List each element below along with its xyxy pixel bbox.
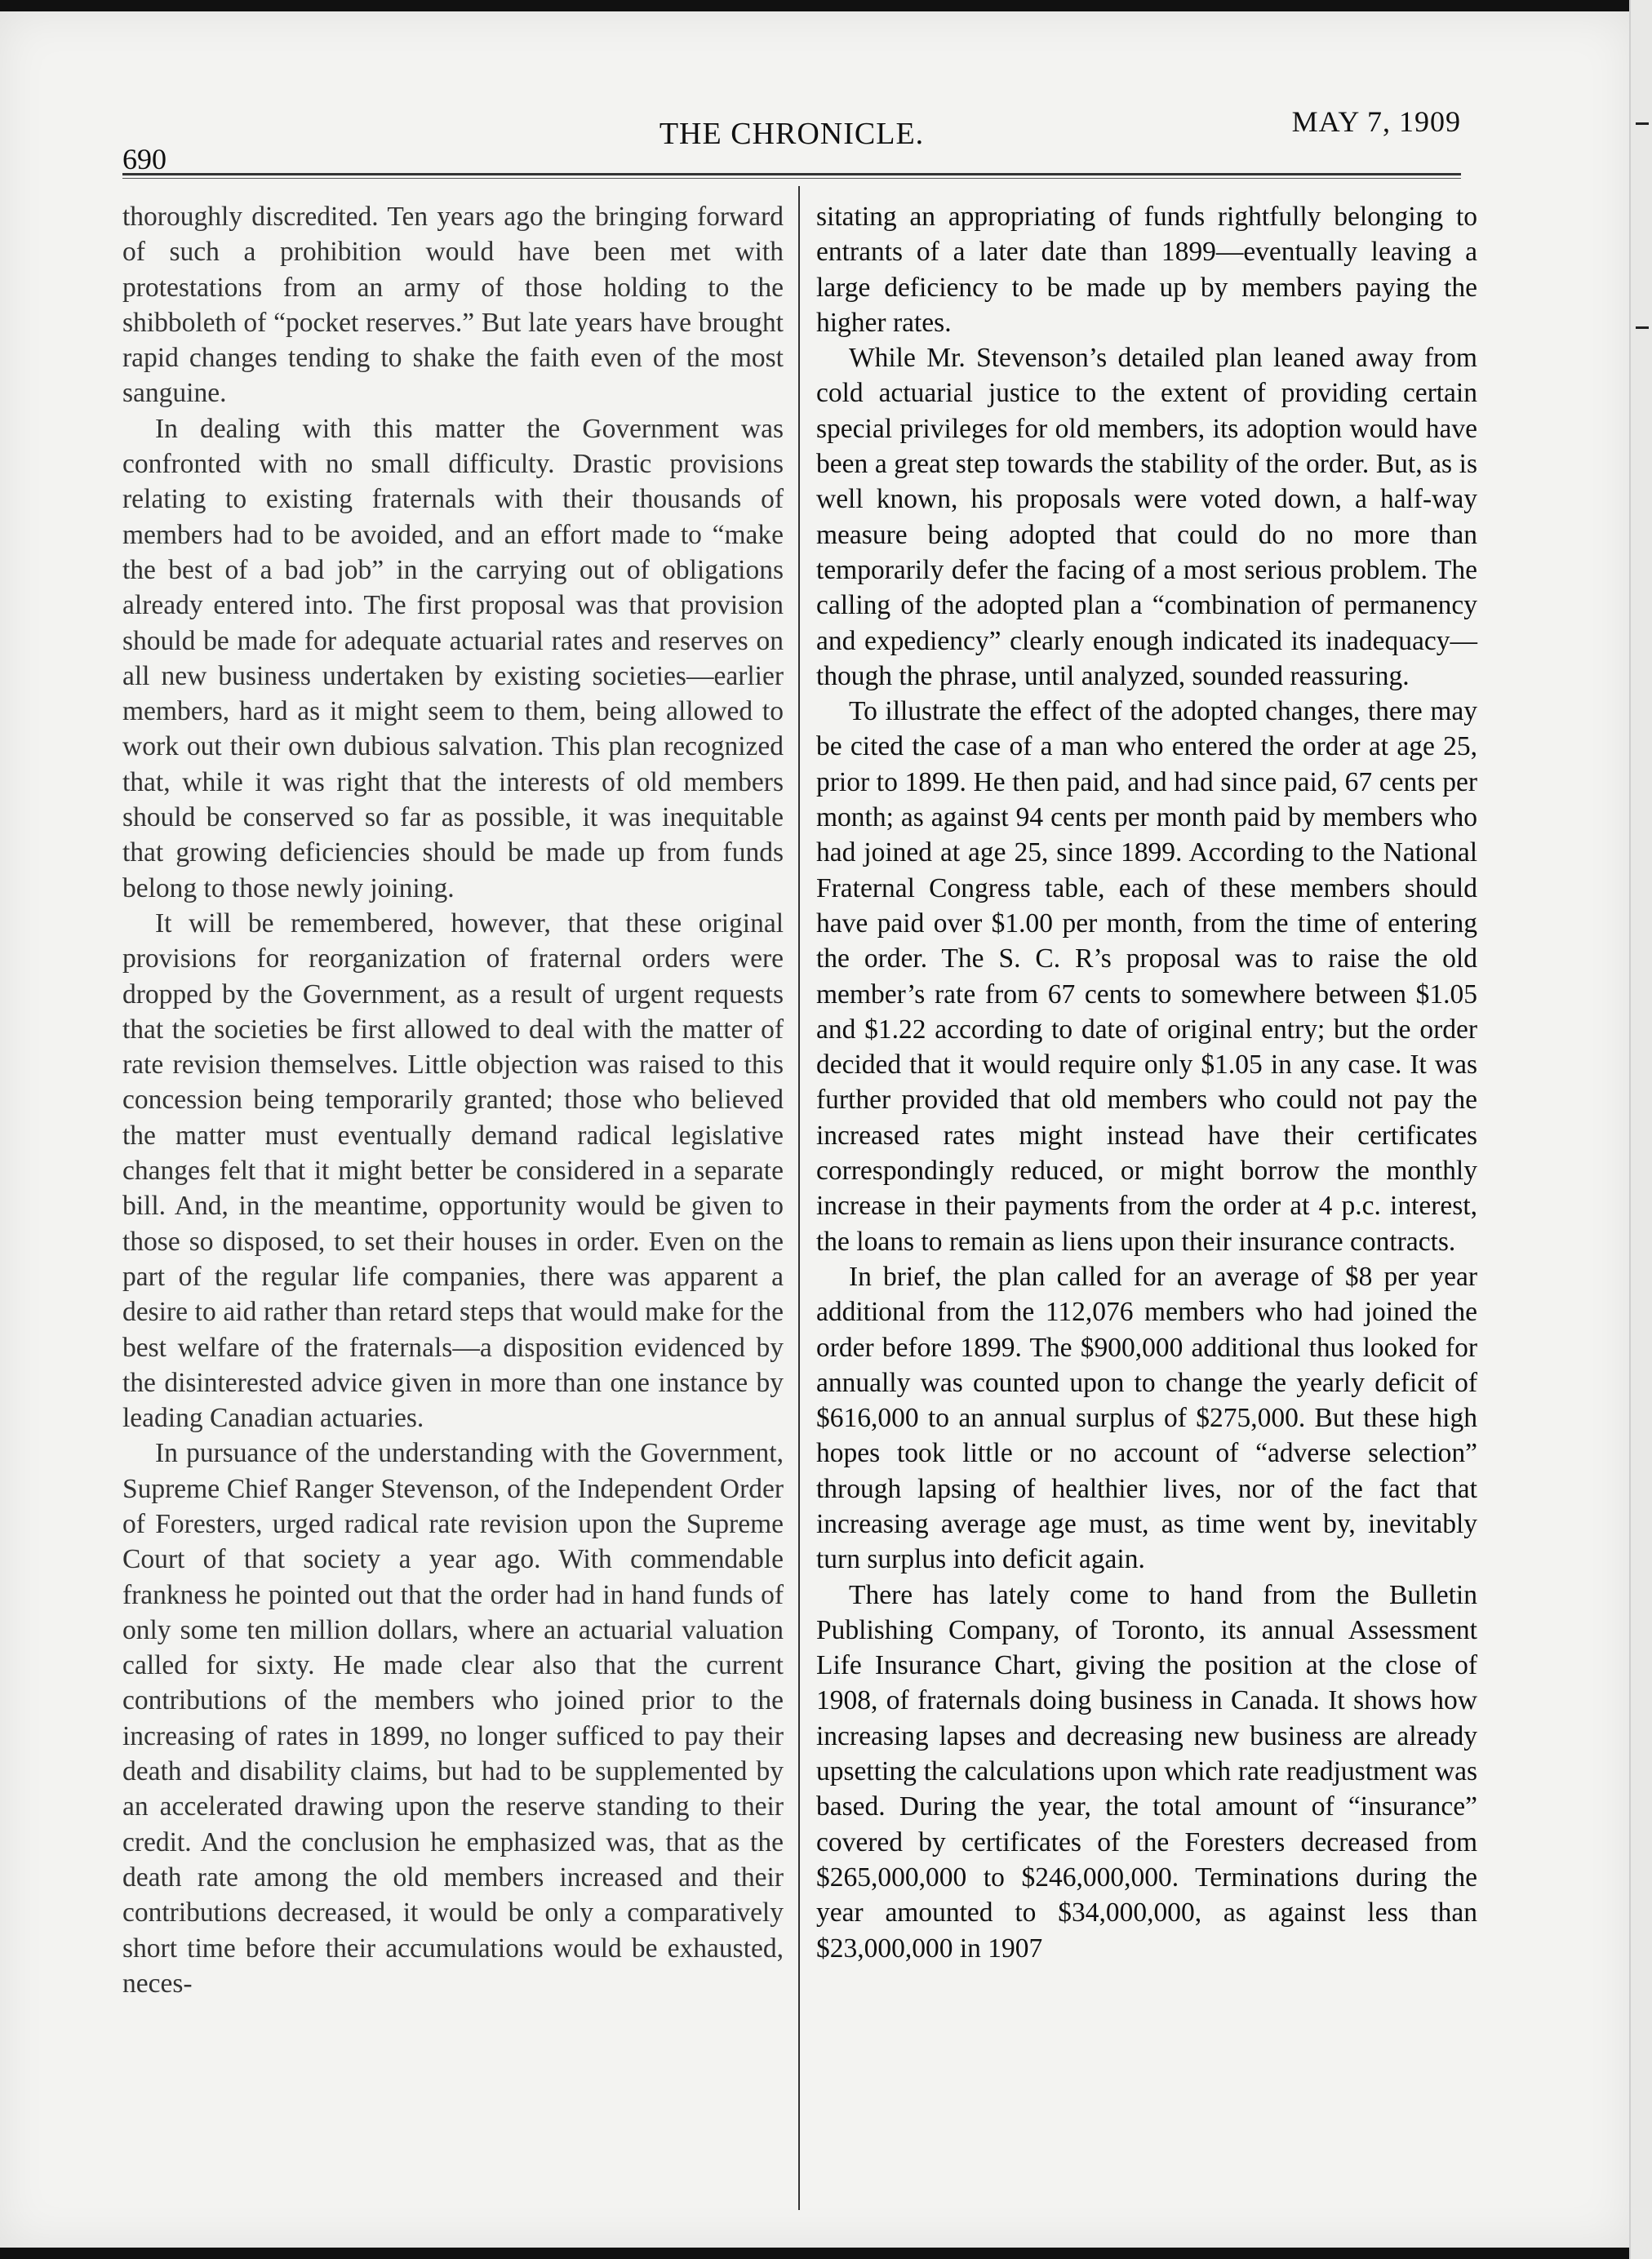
left-column [122,199,784,2001]
column-divider [798,186,800,2210]
running-head [122,104,1461,175]
paragraph: It will be remembered, however, that these original provisions for reorganization of fraternal orders were dropped by the Government, as a result of urgent requests that the societies be first allowed to deal with the matter of rate revision themselves. Little objection was raised to this concession being temporarily granted; those who believed the matter must eventually demand radical legislative changes felt that it might better be considered in a separate bill. And, in the meantime, opportunity would be given to those so disposed, to set their houses in order. Even on the part of the regular life companies, there was apparent a desire to aid rather than retard steps that would make for the best welfare of the fraternals—a disposition evidenced by the disinterested advice given in more than one instance by leading Canadian actuaries. [122,908,784,1434]
paragraph: While Mr. Stevenson’s detailed plan leaned away from cold actuarial justice to the extent of providing certain special privileges for old members, its adoption would have been a great step towards the stability of the order. But, as is well known, his proposals were voted down, a half-way measure being adopted that could do no more than temporarily defer the facing of a most serious problem. The calling of the adopted plan a “combination of permanency and expediency” clearly enough indicated its inadequacy—though the phrase, until analyzed, sounded reassuring. [816,343,1477,691]
right-column [816,199,1477,1966]
paragraph: In brief, the plan called for an average of $8 per year additional from the 112,076 members who had joined the order before 1899. The $900,000 additional thus looked for annually was counted upon to change the yearly deficit of $616,000 to an annual surplus of $275,000. But these high hopes took little or no account of “adverse selection” through lapsing of healthier lives, nor of the fact that increasing average age must, as time went by, inevitably turn surplus into deficit again. [816,1261,1477,1575]
paragraph: sitating an appropriating of funds rightfully belonging to entrants of a later date than 1899—eventually leaving a large deficiency to be made up by members paying the higher rates. [816,202,1477,338]
issue-date: MAY 7, 1909 [1291,105,1461,138]
paragraph: There has lately come to hand from the Bulletin Publishing Company, of Toronto, its annual Assessment Life Insurance Chart, giving the position at the close of 1908, of fraternals doing business in Canada. It shows how increasing lapses and decreasing new business are already upsetting the calculations upon which rate readjustment was based. During the year, the total amount of “insurance” covered by certificates of the Foresters decreased from $265,000,000 to $246,000,000. Terminations during the year amounted to $34,000,000, as against less than $23,000,000 in 1907 [816,1579,1477,1964]
edge-tick-mark [1636,326,1649,329]
journal-title: THE CHRONICLE. [659,117,925,151]
paragraph: In dealing with this matter the Government was confronted with no small difficulty. Drastic provisions relating to existing fraternals with their thousands of members had to be avoided, and an effort made to “make the best of a bad job” in the carrying out of obligations already entered into. The first proposal was that provision should be made for adequate actuarial rates and reserves on all new business undertaken by existing societies—earlier members, hard as it might seem to them, being allowed to work out their own dubious salvation. This plan recognized that, while it was right that the interests of old members should be conserved so far as possible, it was inequitable that growing deficiencies should be made up from funds belong to those newly joining. [122,413,784,903]
paragraph: thoroughly discredited. Ten years ago the bringing forward of such a prohibition would have been met with protestations from an army of those holding to the shibboleth of “pocket reserves.” But late years have brought rapid changes tending to shake the faith even of the most sanguine. [122,202,784,409]
paragraph: To illustrate the effect of the adopted changes, there may be cited the case of a man who entered the order at age 25, prior to 1899. He then paid, and had since paid, 67 cents per month; as against 94 cents per month paid by members who had joined at age 25, since 1899. According to the National Fraternal Congress table, each of these members should have paid over $1.00 per month, from the time of entering the order. The S. C. R’s proposal was to raise the old member’s rate from 67 cents to somewhere between $1.05 and $1.22 according to date of original entry; but the order decided that it would require only $1.05 in any case. It was further provided that old members who could not pay the increased rates might instead have their certificates correspondingly reduced, or might borrow the monthly increase in their payments from the order at 4 p.c. interest, the loans to remain as liens upon their insurance contracts. [816,696,1477,1257]
header-rule [122,173,1461,179]
paragraph: In pursuance of the understanding with the Government, Supreme Chief Ranger Stevenson, of the Independent Order of Foresters, urged radical rate revision upon the Supreme Court of that society a year ago. With commendable frankness he pointed out that the order had in hand funds of only some ten million dollars, where an actuarial valuation called for sixty. He made clear also that the current contributions of the members who joined prior to the increasing of rates in 1899, no longer sufficed to pay their death and disability claims, but had to be supplemented by an accelerated drawing upon the reserve standing to their credit. And the conclusion he emphasized was, that as the death rate among the old members increased and their contributions decreased, it would be only a comparatively short time before their accumulations would be exhausted, neces- [122,1438,784,1999]
page-number: 690 [122,143,167,175]
scan-edge-strip [1629,0,1652,2259]
edge-tick-mark [1636,122,1649,125]
